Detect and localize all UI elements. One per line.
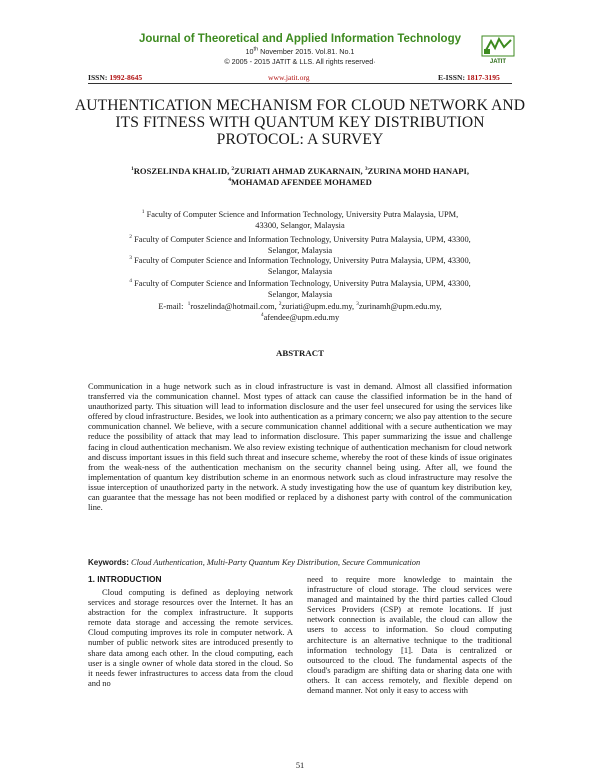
email-link[interactable]: roszelinda@hotmail.com, bbox=[190, 302, 279, 311]
issn: ISSN: 1992-8645 bbox=[88, 73, 143, 82]
page-number: 51 bbox=[295, 761, 305, 770]
email-link[interactable]: afendee@upm.edu.my bbox=[263, 312, 340, 322]
email-link[interactable]: zurinamh@upm.edu.my, bbox=[358, 302, 442, 311]
journal-title: Journal of Theoretical and Applied Information Technology bbox=[138, 33, 462, 45]
affiliation: $^3$ Faculty of Computer Science and Information Technology, University Putra Malaysia, UPM, 43300, Selangor, Malaysia bbox=[129, 255, 471, 276]
author: $^2$ZURIATI AHMAD ZUKARNAIN, bbox=[231, 166, 365, 176]
issue-date: 10th November 2015. Vol.81. No.1 bbox=[245, 46, 355, 56]
jatit-logo-icon bbox=[481, 35, 515, 65]
author: $^3$ZURINA MOHD HANAPI, bbox=[364, 166, 470, 176]
keywords: Keywords: Cloud Authentication, Multi-Party Quantum Key Distribution, Secure Communication bbox=[88, 558, 421, 567]
eissn: E-ISSN: 1817-3195 bbox=[438, 73, 500, 82]
abstract-text: Communication in a huge network such as in cloud infrastructure is vast in demand. Almost all classified information transferred via the communication channel. Most types of attack can cause the classified information be in the hand of unauthorized party. This situation will lead to information disclosure and the user feel unsecured for using the services like offered by cloud infrastructure. Besides, we look into authentication as a primary concern; we also pay attention to the secure communication channel. We believe, with a secure communication channel additional with a secure authentication we may reduce the possibility of attack that may lead to information disclosure. This paper summarizing the issue and challenge facing in cloud authentication mechanism. We also review existing technique of authentication mechanism for cloud network and discuss important issues in this field such threat and insecure scheme, whereby the root of these kinds of issue originates from the weak-ness of the authentication mechanism on the security channel being using. After all, we found the implementation of quantum key distribution scheme in an enormous network such as cloud infrastructure may resolve the issue interception of unauthorized party in the network. A study investigating how the use of quantum key distribution key, can guarantee that the message has not been modified or replaced by a dishonest party with control of the communication line. bbox=[88, 381, 512, 513]
website-link[interactable]: www.jatit.org bbox=[268, 73, 310, 82]
affiliation: $^2$ Faculty of Computer Science and Information Technology, University Putra Malaysia, UPM, 43300, Selangor, Malaysia bbox=[129, 234, 471, 255]
author: $^1$ROSZELINDA KHALID, bbox=[130, 166, 232, 176]
email-list: E-mail: $^1$roszelinda@hotmail.com, $^2$zuriati@upm.edu.my, $^3$zurinamh@upm.edu.my, $^4$afendee@upm.edu.my bbox=[158, 301, 442, 322]
header-divider bbox=[88, 83, 512, 84]
affiliation: $^1$ Faculty of Computer Science and Information Technology, University Putra Malaysia, UPM, 43300, Selangor, Malaysia bbox=[141, 209, 459, 230]
author-list bbox=[70, 166, 530, 188]
affiliation: $^4$ Faculty of Computer Science and Information Technology, University Putra Malaysia, UPM, 43300, Selangor, Malaysia bbox=[129, 278, 471, 299]
author: $^4$MOHAMAD AFENDEE MOHAMED bbox=[228, 177, 372, 187]
copyright-line: © 2005 - 2015 JATIT & LLS. All rights reserved· bbox=[224, 57, 376, 66]
logo-label: JATIT bbox=[489, 59, 507, 65]
abstract-heading: ABSTRACT bbox=[276, 348, 324, 358]
body-column-right: need to require more knowledge to maintain the infrastructure of cloud storage. The cloud services were managed and maintained by the third parties called Cloud Services Providers (CSP) at remote locations. If just network connection is available, the cloud can allow the users to access to information. So cloud computing architecture is an alternative technique to the traditional information technology [1]. Data is centralized or outsourced to the cloud. The fundamental aspects of the cloud's paradigm are shifting data or sharing data one with others. It can access remotely, and flexible depend on demand manner. Not only it easy to access with bbox=[307, 574, 512, 696]
body-column-left: Cloud computing is defined as deploying network services and storage resources over the Internet. It has an abstraction for the complex infrastructure. It supports remote data storage and accessing the remote services. Cloud computing improves its role in computer network. A number of public network sites are introduced presently to share data among each other. In the cloud computing, each user is a single owner of whole data stored in the cloud. So it needs fewer infrastructures to access data from the cloud and no bbox=[88, 587, 293, 688]
email-link[interactable]: zuriati@upm.edu.my, bbox=[281, 302, 357, 311]
section-heading: 1. INTRODUCTION bbox=[88, 574, 162, 584]
paper-title: AUTHENTICATION MECHANISM FOR CLOUD NETWORK AND ITS FITNESS WITH QUANTUM KEY DISTRIBUTION PROTOCOL: A SURVEY bbox=[74, 97, 526, 148]
